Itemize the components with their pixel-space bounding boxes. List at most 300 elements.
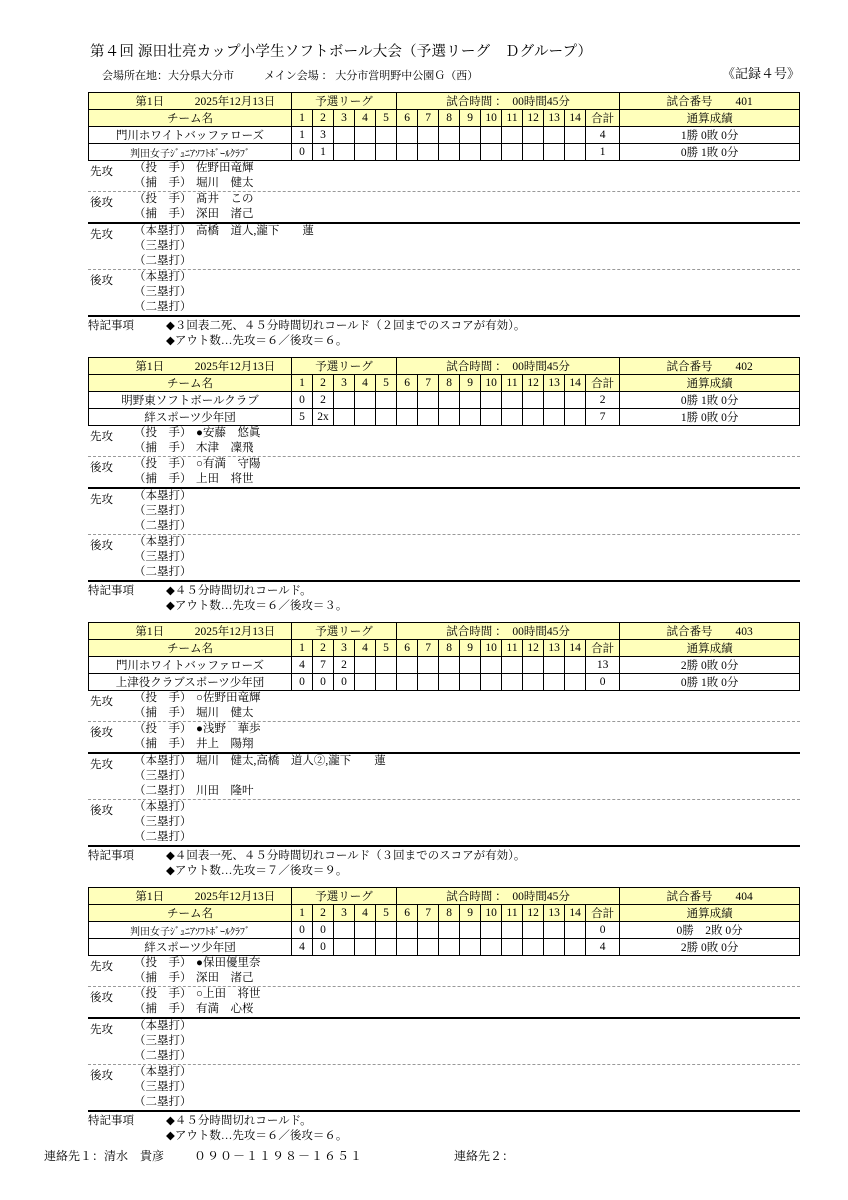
second-2b-row	[134, 565, 800, 580]
col-inning: 2	[313, 640, 334, 657]
score-table	[88, 887, 800, 956]
catcher-label: （捕 手）	[134, 972, 192, 984]
first-pitcher: ●安藤 悠眞	[196, 427, 261, 439]
game-number: 試合番号 404	[620, 888, 800, 905]
inning-cell	[439, 657, 460, 674]
first-side-label: 先攻	[90, 759, 113, 771]
col-inning: 10	[481, 375, 502, 392]
col-inning: 3	[334, 905, 355, 922]
second-double	[196, 1095, 800, 1110]
score-table	[88, 622, 800, 691]
inning-cell: 3	[313, 127, 334, 144]
inning-cell	[334, 392, 355, 409]
team-total: 4	[586, 127, 620, 144]
league-name: 予選リーグ	[292, 623, 397, 640]
notes-label: 特記事項	[88, 585, 134, 597]
second-pitcher-row	[134, 987, 800, 1002]
team-total: 13	[586, 657, 620, 674]
first-battery	[88, 691, 800, 722]
table-row	[89, 409, 800, 426]
second-catcher-row	[134, 472, 800, 487]
team-record: 0勝 2敗 0分	[620, 922, 800, 939]
inning-cell: 0	[292, 392, 313, 409]
inning-cell	[523, 922, 544, 939]
first-2b-row	[134, 519, 800, 534]
team-total: 1	[586, 144, 620, 161]
game-time: 試合時間 ： 00時間45分	[397, 888, 620, 905]
venue-line	[102, 67, 804, 83]
second-catcher: 上田 将世	[196, 473, 254, 485]
first-hits	[88, 754, 800, 800]
double-label: （二塁打）	[134, 301, 192, 313]
second-double	[196, 300, 800, 315]
first-side-label: 先攻	[90, 166, 113, 178]
col-team-name: チーム名	[89, 640, 292, 657]
second-battery	[88, 722, 800, 753]
col-total: 合計	[586, 640, 620, 657]
inning-cell	[460, 657, 481, 674]
games-container	[44, 92, 804, 1144]
col-inning: 10	[481, 640, 502, 657]
homerun-label: （本塁打）	[134, 1020, 192, 1032]
second-double	[196, 565, 800, 580]
inning-cell	[460, 127, 481, 144]
col-inning: 5	[376, 375, 397, 392]
inning-cell	[523, 127, 544, 144]
first-homerun	[196, 1019, 800, 1034]
second-hr-row	[134, 1065, 800, 1080]
inning-cell	[565, 657, 586, 674]
second-homerun	[196, 270, 800, 285]
second-hits	[88, 270, 800, 316]
second-3b-row	[134, 1080, 800, 1095]
team-name: 判田女子ｼﾞｭﾆｱｿﾌﾄﾎﾞｰﾙｸﾗﾌﾞ	[89, 922, 292, 939]
first-double	[196, 519, 800, 534]
page-title: 第４回 源田壮亮カップ小学生ソフトボール大会（予選リーグ Ｄグループ）	[90, 44, 593, 60]
first-homerun	[196, 489, 800, 504]
note-line: ◆アウト数…先攻＝６／後攻＝６。	[166, 1130, 348, 1142]
first-hr-row	[134, 754, 800, 769]
team-record: 2勝 0敗 0分	[620, 939, 800, 956]
inning-cell	[418, 392, 439, 409]
col-record: 通算成績	[620, 905, 800, 922]
team-total: 2	[586, 392, 620, 409]
double-label: （二塁打）	[134, 255, 192, 267]
venue-location: 会場所在地：大分県大分市	[102, 70, 234, 82]
col-inning: 5	[376, 905, 397, 922]
homerun-label: （本塁打）	[134, 490, 192, 502]
first-pitcher-row	[134, 426, 800, 441]
col-inning: 1	[292, 110, 313, 127]
first-battery	[88, 956, 800, 987]
game-time: 試合時間 ： 00時間45分	[397, 358, 620, 375]
column-header-row	[89, 905, 800, 922]
second-3b-row	[134, 285, 800, 300]
first-double	[196, 254, 800, 269]
first-3b-row	[134, 1034, 800, 1049]
col-inning: 7	[418, 110, 439, 127]
triple-label: （三塁打）	[134, 1035, 192, 1047]
table-row	[89, 939, 800, 956]
col-record: 通算成績	[620, 110, 800, 127]
second-triple	[196, 815, 800, 830]
inning-cell: 1	[313, 144, 334, 161]
col-inning: 14	[565, 640, 586, 657]
second-pitcher: ○有満 守陽	[196, 458, 261, 470]
triple-label: （三塁打）	[134, 286, 192, 298]
second-catcher-row	[134, 207, 800, 222]
column-header-row	[89, 375, 800, 392]
first-catcher: 堀川 健太	[196, 177, 254, 189]
second-pitcher: ●浅野 華歩	[196, 723, 261, 735]
team-record: 1勝 0敗 0分	[620, 409, 800, 426]
pitcher-label: （投 手）	[134, 162, 192, 174]
inning-cell	[565, 674, 586, 691]
team-record: 0勝 1敗 0分	[620, 674, 800, 691]
col-inning: 12	[523, 110, 544, 127]
pitcher-label: （投 手）	[134, 692, 192, 704]
main-venue: メイン会場 ： 大分市営明野中公園Ｇ（西）	[264, 70, 479, 82]
pitcher-label: （投 手）	[134, 193, 192, 205]
inning-cell: 0	[313, 922, 334, 939]
inning-cell	[565, 392, 586, 409]
first-side-label: 先攻	[90, 229, 113, 241]
second-2b-row	[134, 1095, 800, 1110]
second-side-label: 後攻	[90, 462, 113, 474]
team-name: 判田女子ｼﾞｭﾆｱｿﾌﾄﾎﾞｰﾙｸﾗﾌﾞ	[89, 144, 292, 161]
inning-cell	[355, 127, 376, 144]
first-catcher: 堀川 健太	[196, 707, 254, 719]
first-pitcher-row	[134, 161, 800, 176]
inning-cell	[418, 127, 439, 144]
score-table	[88, 357, 800, 426]
inning-cell	[481, 127, 502, 144]
first-2b-row	[134, 1049, 800, 1064]
pitcher-label: （投 手）	[134, 988, 192, 1000]
inning-cell	[376, 392, 397, 409]
team-record: 1勝 0敗 0分	[620, 127, 800, 144]
first-hr-row	[134, 1019, 800, 1034]
col-inning: 9	[460, 375, 481, 392]
inning-cell	[355, 409, 376, 426]
notes-label: 特記事項	[88, 320, 134, 332]
inning-cell	[502, 674, 523, 691]
col-inning: 2	[313, 375, 334, 392]
second-side-label: 後攻	[90, 275, 113, 287]
col-inning: 8	[439, 375, 460, 392]
note-line: ◆４５分時間切れコールド。	[166, 585, 312, 597]
notes-block	[88, 317, 800, 349]
inning-cell	[544, 409, 565, 426]
inning-cell: 0	[292, 144, 313, 161]
hits-block	[88, 1019, 800, 1112]
first-side-label: 先攻	[90, 431, 113, 443]
second-hr-row	[134, 270, 800, 285]
second-hits	[88, 1065, 800, 1111]
inning-cell	[376, 922, 397, 939]
catcher-label: （捕 手）	[134, 707, 192, 719]
team-name: 絆スポーツ少年団	[89, 409, 292, 426]
inning-cell: 1	[292, 127, 313, 144]
inning-cell	[502, 922, 523, 939]
inning-cell	[460, 939, 481, 956]
column-header-row	[89, 110, 800, 127]
second-pitcher-row	[134, 722, 800, 737]
inning-cell	[439, 674, 460, 691]
game-block	[44, 92, 804, 349]
inning-cell	[397, 392, 418, 409]
battery-block	[88, 161, 800, 224]
col-inning: 7	[418, 640, 439, 657]
battery-block	[88, 956, 800, 1019]
triple-label: （三塁打）	[134, 1081, 192, 1093]
first-3b-row	[134, 239, 800, 254]
first-triple	[196, 1034, 800, 1049]
first-side-label: 先攻	[90, 494, 113, 506]
inning-cell	[439, 127, 460, 144]
catcher-label: （捕 手）	[134, 208, 192, 220]
first-hits	[88, 224, 800, 270]
inning-cell	[418, 409, 439, 426]
table-row	[89, 674, 800, 691]
game-header-row	[89, 358, 800, 375]
col-inning: 7	[418, 375, 439, 392]
inning-cell	[439, 392, 460, 409]
col-inning: 9	[460, 640, 481, 657]
first-2b-row	[134, 784, 800, 799]
col-inning: 6	[397, 905, 418, 922]
team-name: 門川ホワイトバッファローズ	[89, 657, 292, 674]
inning-cell	[334, 409, 355, 426]
col-inning: 13	[544, 375, 565, 392]
game-day: 第1日 2025年12月13日	[89, 623, 292, 640]
contact1-phone: ０９０－１１９８－１６５１	[194, 1149, 364, 1163]
inning-cell	[502, 127, 523, 144]
pitcher-label: （投 手）	[134, 957, 192, 969]
second-hits	[88, 535, 800, 581]
first-2b-row	[134, 254, 800, 269]
second-battery	[88, 192, 800, 223]
col-inning: 2	[313, 110, 334, 127]
catcher-label: （捕 手）	[134, 738, 192, 750]
col-inning: 5	[376, 110, 397, 127]
col-team-name: チーム名	[89, 110, 292, 127]
game-time: 試合時間 ： 00時間45分	[397, 93, 620, 110]
inning-cell	[523, 674, 544, 691]
inning-cell	[397, 127, 418, 144]
col-inning: 3	[334, 110, 355, 127]
first-catcher-row	[134, 176, 800, 191]
game-block	[44, 622, 804, 879]
note-line: ◆アウト数…先攻＝６／後攻＝３。	[166, 600, 348, 612]
double-label: （二塁打）	[134, 566, 192, 578]
inning-cell: 0	[292, 674, 313, 691]
col-inning: 14	[565, 905, 586, 922]
inning-cell: 0	[313, 939, 334, 956]
inning-cell	[502, 939, 523, 956]
col-team-name: チーム名	[89, 375, 292, 392]
second-triple	[196, 285, 800, 300]
col-inning: 10	[481, 905, 502, 922]
inning-cell	[544, 939, 565, 956]
col-total: 合計	[586, 905, 620, 922]
game-block	[44, 887, 804, 1144]
col-inning: 4	[355, 375, 376, 392]
col-inning: 11	[502, 905, 523, 922]
first-pitcher: 佐野田竜輝	[196, 162, 254, 174]
col-inning: 13	[544, 640, 565, 657]
inning-cell	[355, 392, 376, 409]
hits-block	[88, 754, 800, 847]
team-record: 0勝 1敗 0分	[620, 144, 800, 161]
team-total: 0	[586, 922, 620, 939]
first-double: 川田 隆叶	[196, 785, 254, 797]
first-triple	[196, 504, 800, 519]
double-label: （二塁打）	[134, 831, 192, 843]
notes-label: 特記事項	[88, 1115, 134, 1127]
team-name: 明野東ソフトボールクラブ	[89, 392, 292, 409]
inning-cell	[334, 922, 355, 939]
second-hr-row	[134, 800, 800, 815]
team-name: 門川ホワイトバッファローズ	[89, 127, 292, 144]
pitcher-label: （投 手）	[134, 458, 192, 470]
note-line: ◆アウト数…先攻＝６／後攻＝６。	[166, 335, 348, 347]
inning-cell	[481, 144, 502, 161]
team-name: 絆スポーツ少年団	[89, 939, 292, 956]
inning-cell	[439, 144, 460, 161]
inning-cell	[397, 657, 418, 674]
inning-cell	[460, 409, 481, 426]
triple-label: （三塁打）	[134, 551, 192, 563]
first-3b-row	[134, 504, 800, 519]
inning-cell	[481, 922, 502, 939]
second-catcher: 深田 渚己	[196, 208, 254, 220]
col-inning: 14	[565, 375, 586, 392]
footer-contacts	[44, 1147, 784, 1164]
inning-cell	[355, 144, 376, 161]
homerun-label: （本塁打）	[134, 755, 192, 767]
catcher-label: （捕 手）	[134, 473, 192, 485]
first-battery	[88, 426, 800, 457]
homerun-label: （本塁打）	[134, 225, 192, 237]
col-inning: 11	[502, 110, 523, 127]
col-inning: 6	[397, 375, 418, 392]
inning-cell	[418, 922, 439, 939]
inning-cell: 2	[313, 392, 334, 409]
col-team-name: チーム名	[89, 905, 292, 922]
col-inning: 3	[334, 640, 355, 657]
homerun-label: （本塁打）	[134, 801, 192, 813]
team-total: 7	[586, 409, 620, 426]
second-hits	[88, 800, 800, 846]
first-catcher: 木津 凜飛	[196, 442, 254, 454]
game-time: 試合時間 ： 00時間45分	[397, 623, 620, 640]
inning-cell: 7	[313, 657, 334, 674]
second-catcher: 有満 心桜	[196, 1003, 254, 1015]
first-pitcher-row	[134, 691, 800, 706]
league-name: 予選リーグ	[292, 358, 397, 375]
col-inning: 1	[292, 905, 313, 922]
second-double	[196, 830, 800, 845]
hits-block	[88, 224, 800, 317]
triple-label: （三塁打）	[134, 770, 192, 782]
col-inning: 4	[355, 640, 376, 657]
team-record: 2勝 0敗 0分	[620, 657, 800, 674]
col-inning: 6	[397, 110, 418, 127]
second-battery	[88, 457, 800, 488]
col-inning: 13	[544, 905, 565, 922]
inning-cell	[355, 674, 376, 691]
contact2-label: 連絡先２：	[454, 1149, 515, 1163]
game-block	[44, 357, 804, 614]
first-side-label: 先攻	[90, 961, 113, 973]
first-catcher-row	[134, 706, 800, 721]
first-catcher-row	[134, 971, 800, 986]
second-triple	[196, 550, 800, 565]
inning-cell: 2x	[313, 409, 334, 426]
second-pitcher: 髙井 この	[196, 193, 254, 205]
inning-cell	[334, 144, 355, 161]
second-hr-row	[134, 535, 800, 550]
inning-cell	[481, 409, 502, 426]
col-inning: 14	[565, 110, 586, 127]
first-pitcher: ○佐野田竜輝	[196, 692, 261, 704]
inning-cell	[397, 939, 418, 956]
inning-cell	[439, 409, 460, 426]
table-row	[89, 922, 800, 939]
col-inning: 8	[439, 640, 460, 657]
second-pitcher-row	[134, 192, 800, 207]
note-line: ◆３回表二死、４５分時間切れコールド（２回までのスコアが有効）。	[166, 320, 526, 332]
inning-cell	[460, 922, 481, 939]
inning-cell	[376, 674, 397, 691]
first-hr-row	[134, 224, 800, 239]
second-side-label: 後攻	[90, 805, 113, 817]
second-battery	[88, 987, 800, 1018]
col-inning: 6	[397, 640, 418, 657]
battery-block	[88, 426, 800, 489]
first-catcher: 深田 渚己	[196, 972, 254, 984]
notes-block	[88, 847, 800, 879]
inning-cell	[334, 127, 355, 144]
col-inning: 1	[292, 375, 313, 392]
table-row	[89, 392, 800, 409]
game-day: 第1日 2025年12月13日	[89, 358, 292, 375]
inning-cell	[376, 409, 397, 426]
col-inning: 2	[313, 905, 334, 922]
col-inning: 5	[376, 640, 397, 657]
inning-cell	[418, 657, 439, 674]
col-inning: 12	[523, 375, 544, 392]
inning-cell: 4	[292, 939, 313, 956]
homerun-label: （本塁打）	[134, 1066, 192, 1078]
inning-cell	[418, 674, 439, 691]
col-record: 通算成績	[620, 640, 800, 657]
triple-label: （三塁打）	[134, 240, 192, 252]
homerun-label: （本塁打）	[134, 271, 192, 283]
second-3b-row	[134, 550, 800, 565]
inning-cell	[565, 144, 586, 161]
second-side-label: 後攻	[90, 992, 113, 1004]
inning-cell	[544, 922, 565, 939]
second-catcher-row	[134, 737, 800, 752]
triple-label: （三塁打）	[134, 505, 192, 517]
table-row	[89, 657, 800, 674]
double-label: （二塁打）	[134, 785, 192, 797]
league-name: 予選リーグ	[292, 93, 397, 110]
game-header-row	[89, 888, 800, 905]
inning-cell	[481, 392, 502, 409]
